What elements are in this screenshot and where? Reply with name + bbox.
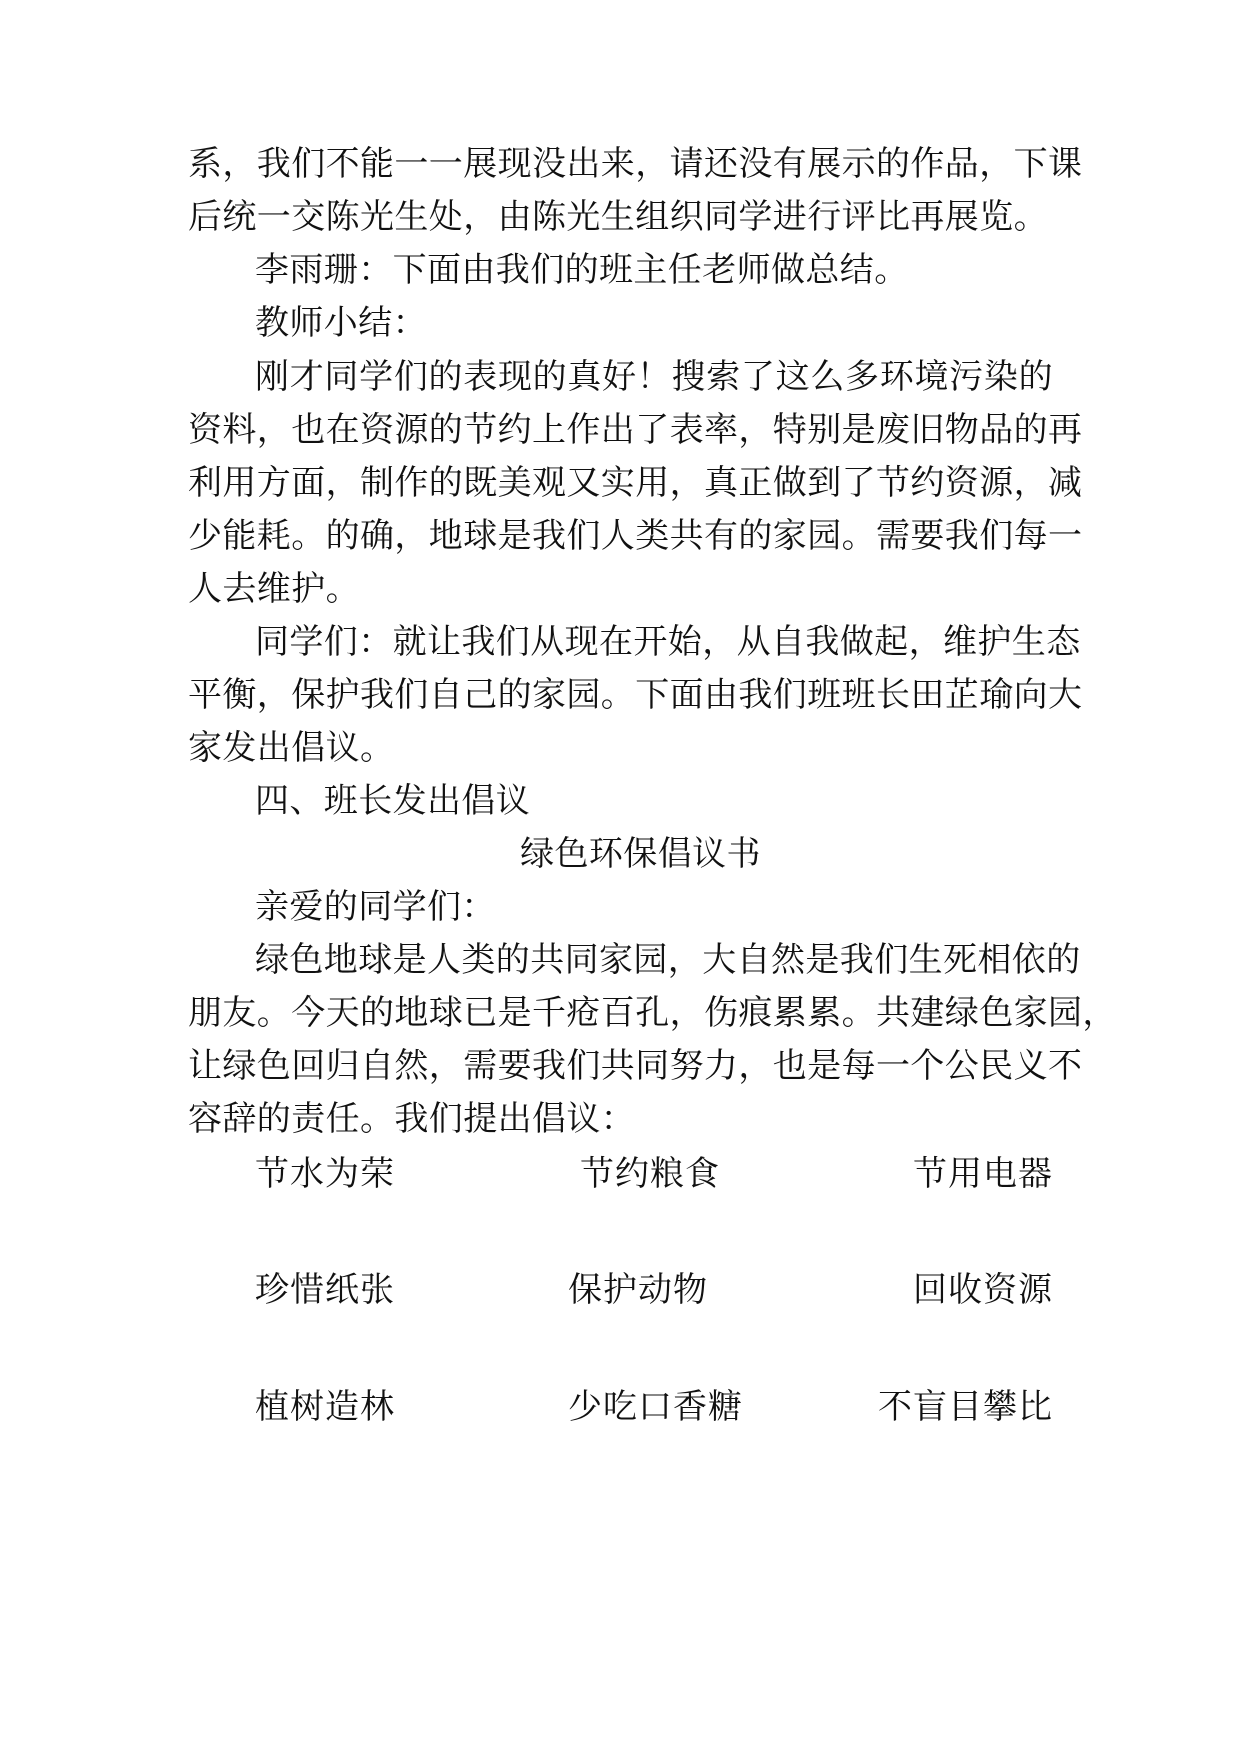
proposal-title: 绿色环保倡议书 bbox=[520, 834, 761, 874]
paragraph-line: 家发出倡议。 bbox=[188, 728, 395, 768]
paragraph-line: 李雨珊：下面由我们的班主任老师做总结。 bbox=[255, 250, 909, 290]
paragraph-line: 后统一交陈光生处，由陈光生组织同学进行评比再展览。 bbox=[188, 197, 1048, 237]
slogan-item: 节用电器 bbox=[913, 1154, 1053, 1194]
salutation: 亲爱的同学们： bbox=[255, 887, 496, 927]
paragraph-line: 资料，也在资源的节约上作出了表率，特别是废旧物品的再 bbox=[188, 410, 1083, 450]
paragraph-line: 让绿色回归自然，需要我们共同努力，也是每一个公民义不 bbox=[188, 1046, 1083, 1086]
slogan-item: 节约粮食 bbox=[580, 1154, 720, 1194]
slogan-item: 不盲目攀比 bbox=[878, 1387, 1053, 1427]
paragraph-line: 刚才同学们的表现的真好！搜索了这么多环境污染的 bbox=[255, 357, 1053, 397]
paragraph-line: 系，我们不能一一展现没出来，请还没有展示的作品，下课 bbox=[188, 144, 1083, 184]
paragraph-line: 少能耗。的确，地球是我们人类共有的家园。需要我们每一 bbox=[188, 516, 1083, 556]
paragraph-line: 绿色地球是人类的共同家园，大自然是我们生死相依的 bbox=[255, 940, 1081, 980]
slogan-item: 回收资源 bbox=[913, 1270, 1053, 1310]
paragraph-line: 容辞的责任。我们提出倡议： bbox=[188, 1099, 636, 1139]
paragraph-line: 朋友。今天的地球已是千疮百孔，伤痕累累。共建绿色家园， bbox=[188, 993, 1117, 1033]
paragraph-line: 利用方面，制作的既美观又实用，真正做到了节约资源，减 bbox=[188, 463, 1083, 503]
paragraph-line: 平衡，保护我们自己的家园。下面由我们班班长田芷瑜向大 bbox=[188, 675, 1083, 715]
slogan-item: 保护动物 bbox=[568, 1270, 708, 1310]
section-heading: 四、班长发出倡议 bbox=[255, 781, 531, 821]
slogan-item: 植树造林 bbox=[255, 1387, 395, 1427]
paragraph-line: 教师小结： bbox=[255, 303, 427, 343]
slogan-item: 少吃口香糖 bbox=[568, 1387, 743, 1427]
slogan-item: 珍惜纸张 bbox=[255, 1270, 395, 1310]
paragraph-line: 人去维护。 bbox=[188, 569, 360, 609]
paragraph-line: 同学们：就让我们从现在开始，从自我做起，维护生态 bbox=[255, 622, 1081, 662]
slogan-item: 节水为荣 bbox=[255, 1154, 395, 1194]
